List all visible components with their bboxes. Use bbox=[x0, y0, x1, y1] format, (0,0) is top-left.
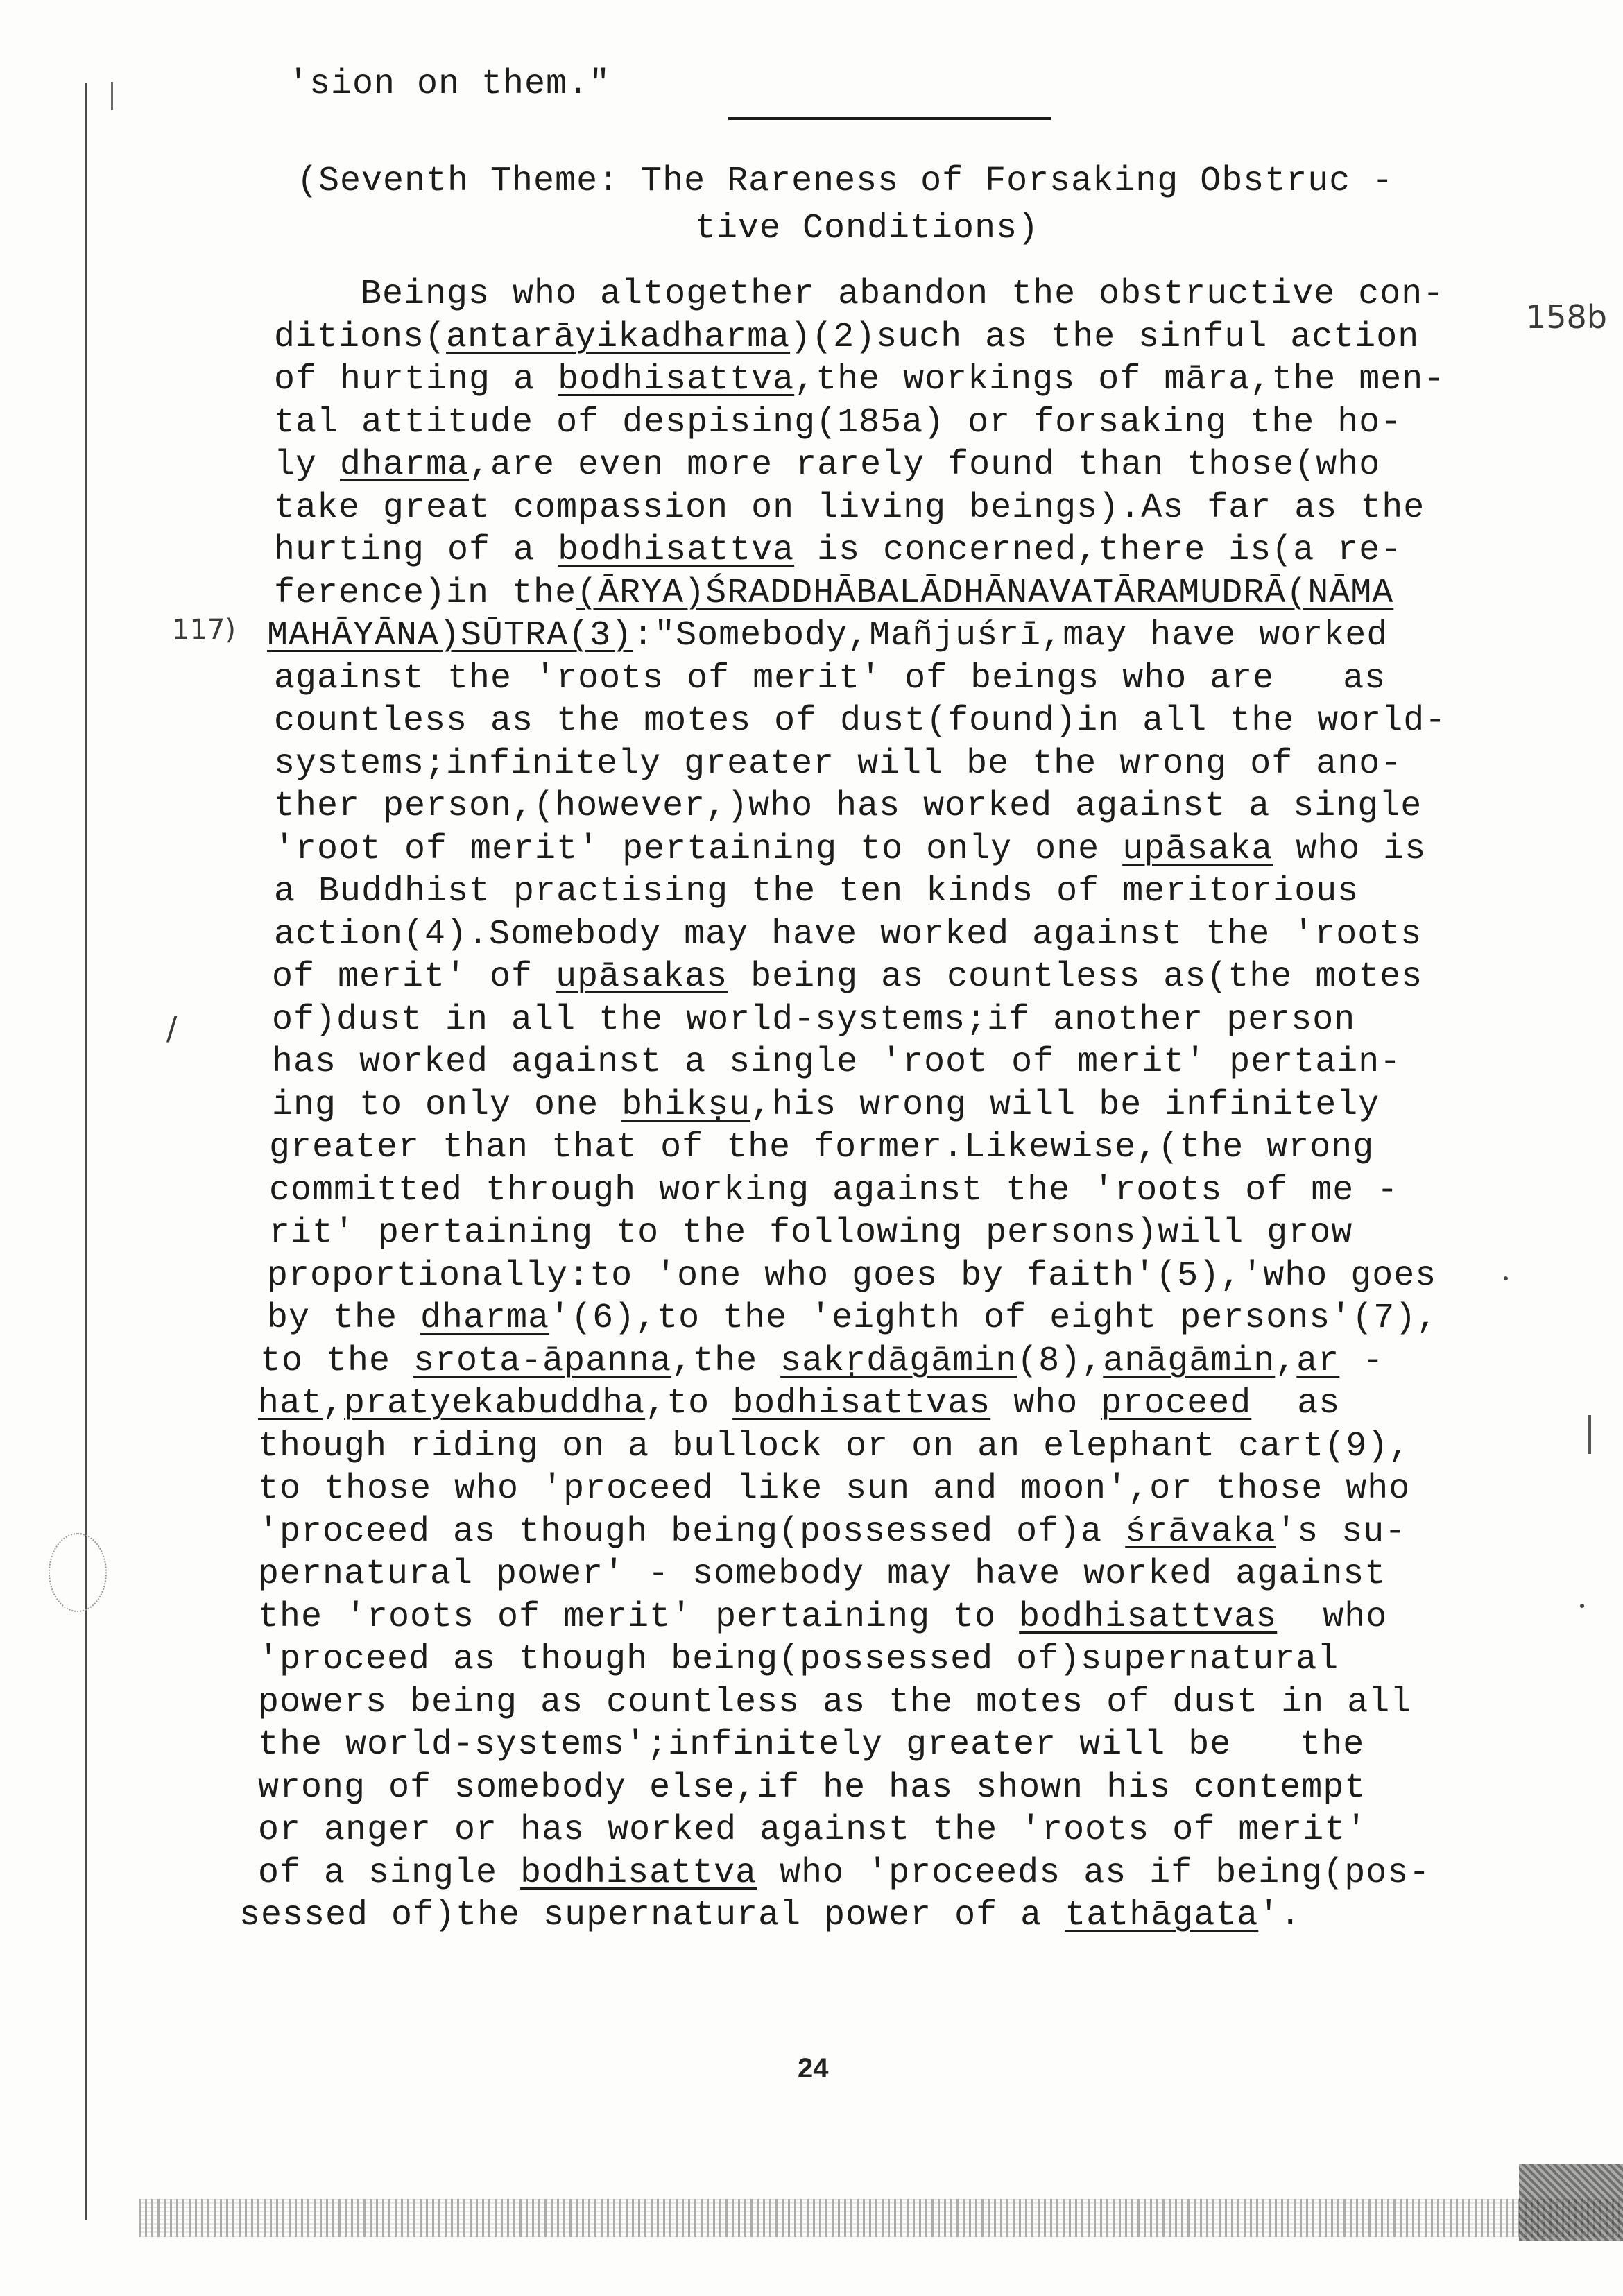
text-run: ,his wrong will be infinitely bbox=[750, 1085, 1380, 1125]
text-run: )(2)such as the sinful action bbox=[790, 317, 1420, 357]
underlined-term: bodhisattva bbox=[558, 531, 795, 570]
body-line bbox=[274, 488, 1425, 529]
text-run: ther person,(however,)who has worked against a single bbox=[274, 787, 1423, 826]
text-run: , bbox=[1275, 1341, 1297, 1381]
body-line bbox=[258, 1682, 1411, 1724]
text-run: who bbox=[990, 1384, 1101, 1423]
text-run: take great compassion on living beings).As far as the bbox=[274, 488, 1425, 528]
body-line bbox=[274, 317, 1419, 359]
text-run: 'root of merit' pertaining to only one bbox=[274, 829, 1123, 869]
underlined-term: bodhisattva bbox=[520, 1853, 757, 1893]
body-line bbox=[258, 1767, 1366, 1809]
body-line bbox=[274, 445, 1380, 486]
text-run: 's su- bbox=[1276, 1511, 1407, 1552]
body-line bbox=[361, 274, 1444, 316]
text-run: against the 'roots of merit' of beings who are as bbox=[274, 658, 1386, 699]
body-line bbox=[274, 530, 1402, 572]
text-run: has worked against a single 'root of merit' pertain- bbox=[272, 1043, 1402, 1082]
body-line bbox=[274, 402, 1402, 444]
body-line bbox=[258, 1597, 1387, 1638]
text-run: pernatural power' - somebody may have worked against bbox=[258, 1554, 1386, 1594]
text-run: :"Somebody,Mañjuśrī,may have worked bbox=[633, 616, 1389, 656]
stray-mark bbox=[1504, 1276, 1508, 1280]
text-run: sessed of)the supernatural power of a bbox=[239, 1896, 1065, 1935]
body-line bbox=[258, 1511, 1406, 1553]
body-line bbox=[258, 1853, 1430, 1894]
body-line bbox=[239, 1895, 1301, 1937]
text-run: or anger or has worked against the 'roots of merit' bbox=[258, 1810, 1368, 1850]
body-line bbox=[258, 1639, 1339, 1681]
text-run: ,the workings of māra,the men- bbox=[794, 360, 1445, 400]
carryover-line: 'sion on them." bbox=[288, 65, 611, 104]
body-line bbox=[269, 1213, 1352, 1254]
underlined-term: śrāvaka bbox=[1125, 1511, 1276, 1552]
text-run: committed through working against the 'roots of me - bbox=[269, 1170, 1399, 1210]
text-run: ,the bbox=[671, 1341, 781, 1381]
underlined-term: ar bbox=[1296, 1341, 1340, 1381]
underlined-term: anāgāmin bbox=[1103, 1341, 1276, 1381]
text-run: ference)in the bbox=[274, 573, 577, 613]
underlined-term: upāsakas bbox=[556, 957, 728, 997]
text-run: Beings who altogether abandon the obstructive con- bbox=[361, 275, 1445, 314]
body-line bbox=[258, 1724, 1364, 1766]
text-run: the world-systems';infinitely greater will be the bbox=[258, 1725, 1365, 1765]
text-run: action(4).Somebody may have worked against the 'roots bbox=[274, 914, 1423, 954]
underlined-term: hat bbox=[258, 1384, 323, 1423]
underlined-term: MAHĀYĀNA)SŪTRA(3) bbox=[267, 616, 633, 656]
text-run: proportionally:to 'one who goes by faith'(5),'who goes bbox=[267, 1256, 1437, 1296]
section-heading-line-2: tive Conditions) bbox=[695, 209, 1040, 248]
text-run: powers being as countless as the motes of dust in all bbox=[258, 1682, 1412, 1722]
underlined-term: bhikṣu bbox=[621, 1085, 751, 1125]
text-run: ,are even more rarely found than those(who bbox=[469, 445, 1381, 485]
body-line bbox=[258, 1426, 1410, 1468]
text-run: (8), bbox=[1017, 1341, 1104, 1381]
text-run: , bbox=[323, 1384, 345, 1423]
text-run: of a single bbox=[258, 1853, 521, 1893]
text-run: of merit' of bbox=[272, 957, 556, 997]
body-line bbox=[267, 1298, 1438, 1339]
scan-noise-corner bbox=[1519, 2164, 1623, 2241]
text-run: systems;infinitely greater will be the wrong of ano- bbox=[274, 744, 1402, 784]
stray-mark bbox=[1580, 1604, 1584, 1608]
text-run: is concerned,there is(a re- bbox=[794, 531, 1402, 570]
body-line bbox=[269, 1127, 1374, 1169]
text-run: tal attitude of despising(185a) or forsaking the ho- bbox=[274, 402, 1402, 443]
text-run: ,to bbox=[645, 1384, 733, 1423]
text-run: greater than that of the former.Likewise,(the wrong bbox=[269, 1128, 1375, 1167]
text-run: countless as the motes of dust(found)in all the world- bbox=[274, 701, 1447, 741]
underlined-term: dharma bbox=[420, 1299, 550, 1338]
text-run: rit' pertaining to the following persons)will grow bbox=[269, 1213, 1353, 1253]
text-run: who bbox=[1277, 1597, 1388, 1637]
text-run: of)dust in all the world-systems;if another person bbox=[272, 1000, 1356, 1040]
body-line bbox=[272, 957, 1423, 998]
page-number: 24 bbox=[798, 2053, 829, 2084]
body-line bbox=[260, 1341, 1384, 1382]
body-line bbox=[274, 786, 1422, 828]
text-run: ing to only one bbox=[272, 1085, 622, 1125]
body-line bbox=[258, 1810, 1367, 1851]
underlined-term: upāsaka bbox=[1122, 829, 1273, 869]
body-line bbox=[274, 359, 1445, 401]
text-run: ditions( bbox=[274, 317, 447, 357]
text-run: 'proceed as though being(possessed of)a bbox=[258, 1511, 1126, 1552]
underlined-term: bodhisattva bbox=[558, 360, 795, 400]
body-line bbox=[269, 1170, 1398, 1212]
text-run: ly bbox=[274, 445, 341, 485]
body-line bbox=[274, 573, 1393, 615]
text-run: of hurting a bbox=[274, 360, 558, 400]
text-run: by the bbox=[267, 1299, 421, 1338]
body-line bbox=[274, 829, 1426, 871]
text-run: wrong of somebody else,if he has shown his contempt bbox=[258, 1767, 1366, 1808]
margin-note-slash: / bbox=[166, 1009, 178, 1047]
underlined-term: sakṛdāgāmin bbox=[780, 1341, 1017, 1381]
text-run: who is bbox=[1273, 829, 1427, 869]
text-run: '(6),to the 'eighth of eight persons'(7), bbox=[549, 1299, 1439, 1338]
text-run: hurting of a bbox=[274, 531, 558, 570]
underlined-term: dharma bbox=[340, 445, 470, 485]
scan-noise-strip bbox=[139, 2199, 1623, 2237]
text-run: 'proceed as though being(possessed of)supernatural bbox=[258, 1640, 1339, 1679]
margin-note-left: 117) bbox=[172, 614, 236, 646]
underlined-term: srota-āpanna bbox=[413, 1341, 672, 1381]
text-run: to those who 'proceed like sun and moon',or those who bbox=[258, 1469, 1411, 1509]
body-line bbox=[274, 914, 1422, 956]
body-line bbox=[258, 1468, 1410, 1510]
left-margin-rule bbox=[85, 83, 87, 2220]
body-line bbox=[274, 701, 1446, 742]
body-line bbox=[267, 1256, 1436, 1297]
body-line bbox=[272, 1000, 1355, 1041]
punch-hole-mark bbox=[49, 1533, 107, 1612]
text-run: - bbox=[1339, 1341, 1384, 1381]
text-run: being as countless as(the motes bbox=[728, 957, 1423, 997]
section-divider-rule bbox=[728, 117, 1051, 120]
left-margin-tick bbox=[111, 82, 113, 110]
underlined-term: tathāgata bbox=[1065, 1896, 1259, 1935]
body-line bbox=[274, 871, 1359, 913]
right-margin-mark bbox=[1588, 1415, 1591, 1454]
text-run: '. bbox=[1258, 1896, 1302, 1935]
margin-note-folio: 158b bbox=[1526, 298, 1607, 336]
text-run: to the bbox=[260, 1341, 414, 1381]
body-line bbox=[274, 658, 1386, 700]
underlined-term: proceed bbox=[1101, 1384, 1252, 1423]
underlined-term: antarāyikadharma bbox=[446, 317, 791, 357]
text-run: though riding on a bullock or on an elephant cart(9), bbox=[258, 1426, 1411, 1466]
text-run: who 'proceeds as if being(pos- bbox=[757, 1853, 1431, 1893]
text-run: a Buddhist practising the ten kinds of meritorious bbox=[274, 872, 1359, 911]
underlined-term: (ĀRYA)ŚRADDHĀBALĀDHĀNAVATĀRAMUDRĀ(NĀMA bbox=[576, 573, 1394, 613]
body-line bbox=[258, 1383, 1340, 1425]
body-line bbox=[258, 1554, 1386, 1595]
body-line bbox=[274, 744, 1402, 785]
body-line bbox=[272, 1042, 1401, 1083]
body-line bbox=[272, 1085, 1380, 1126]
section-heading-line-1: (Seventh Theme: The Rareness of Forsaking Obstruc - bbox=[297, 162, 1394, 201]
body-line bbox=[267, 615, 1388, 657]
underlined-term: bodhisattvas bbox=[732, 1384, 991, 1423]
text-run: the 'roots of merit' pertaining to bbox=[258, 1597, 1020, 1637]
underlined-term: pratyekabuddha bbox=[344, 1384, 646, 1423]
underlined-term: bodhisattvas bbox=[1019, 1597, 1278, 1637]
text-run: as bbox=[1251, 1384, 1341, 1423]
